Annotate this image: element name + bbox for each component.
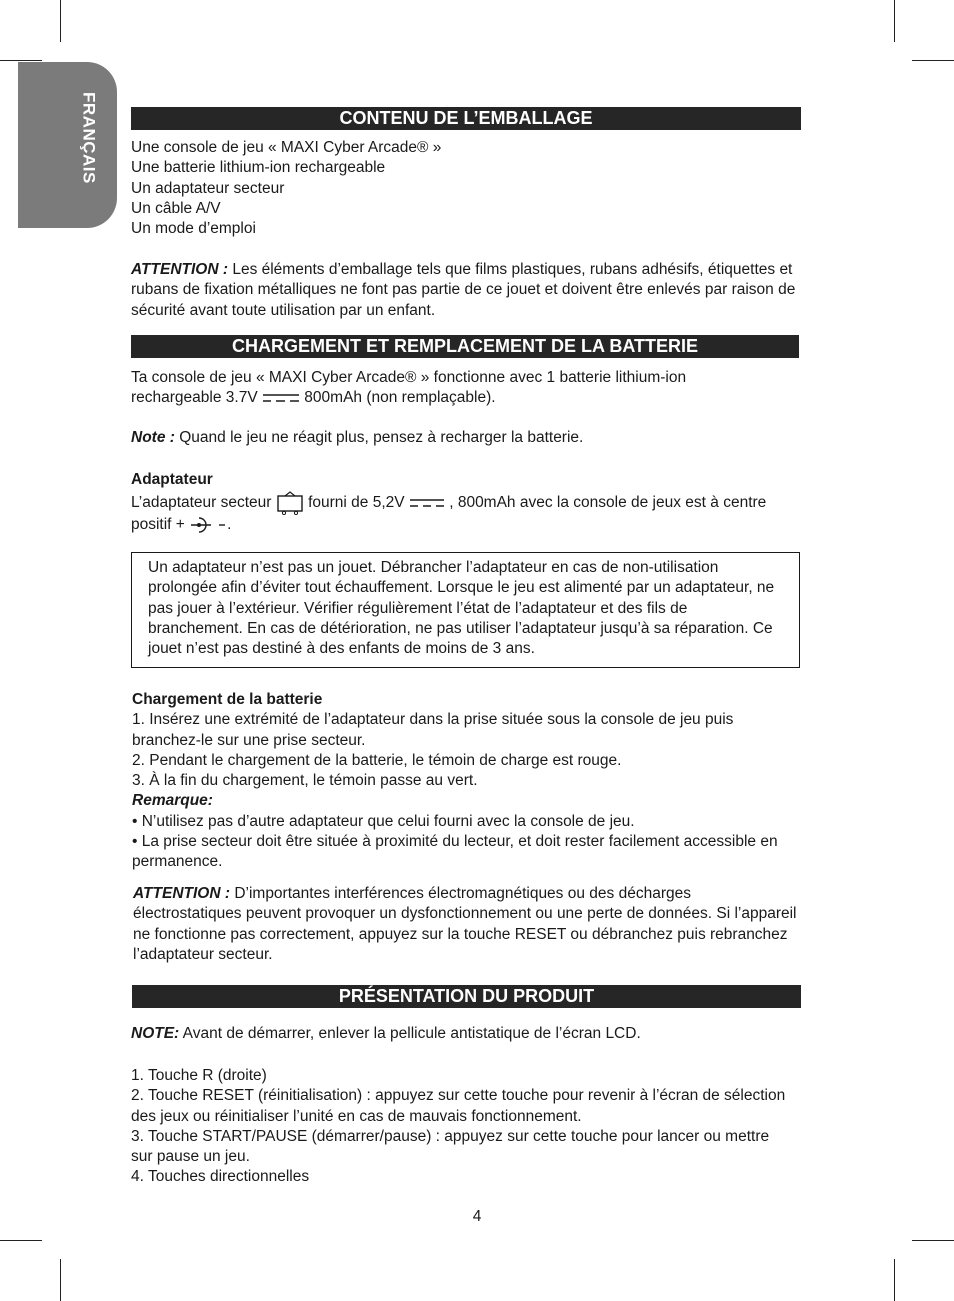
list-item: 2. Touche RESET (réinitialisation) : appuyez sur cette touche pour revenir à l’écran de sélection des jeux ou réinitialiser l’unité en cas de mauvais fonctionnement.: [131, 1087, 786, 1125]
dc-symbol-icon: [409, 498, 445, 508]
adapter-text: L’adaptateur secteur: [131, 494, 276, 512]
attention-label: ATTENTION :: [131, 261, 229, 278]
attention-label: ATTENTION :: [133, 885, 231, 902]
list-item: • N’utilisez pas d’autre adaptateur que celui fourni avec la console de jeu.: [132, 812, 635, 830]
battery-intro: [131, 368, 771, 409]
list-item: 2. Pendant le chargement de la batterie, le témoin de charge est rouge.: [132, 751, 622, 769]
battery-note: [131, 428, 811, 448]
dc-symbol-icon: [262, 393, 300, 403]
contents-attention: [131, 260, 811, 321]
crop-mark: [60, 1259, 61, 1301]
note-text: Avant de démarrer, enlever la pellicule antistatique de l’écran LCD.: [179, 1025, 641, 1042]
attention-text: D’importantes interférences électromagnétiques ou des décharges électrostatiques peuvent provoquer un dysfonctionnement ou une perte de données. Si l’appareil ne fonctionne pas correctement, appuyez sur la touche RESET ou débranchez puis rebranchez l’adaptateur secteur.: [133, 885, 797, 963]
adapter-warning-text: Un adaptateur n’est pas un jouet. Débrancher l’adaptateur en cas de non-utilisation prolongée afin d’éviter tout échauffement. Lorsque le jeu est alimenté par un adaptateur, ne pas jouer à l’extérieur. Vérifier régulièrement l’état de l’adaptateur et des fils de branchement. En cas de détérioration, ne pas utiliser l’adaptateur jusqu’à sa réparation. Ce jouet n’est pas destiné à des enfants de moins de 3 ans.: [148, 559, 775, 658]
adapter-paragraph: [131, 491, 791, 535]
adapter-text: .: [227, 516, 232, 533]
remark-label: Remarque:: [132, 792, 213, 810]
adapter-heading: [131, 470, 811, 490]
charging-heading: Chargement de la batterie: [132, 691, 323, 708]
section-title-contents: CONTENU DE L’EMBALLAGE: [131, 107, 801, 130]
list-item: Un câble A/V: [131, 199, 221, 217]
crop-mark: [894, 0, 895, 42]
list-item: • La prise secteur doit être située à proximité du lecteur, et doit rester facilement accessible en permanence.: [132, 833, 778, 871]
crop-mark: [894, 1259, 895, 1301]
list-item: 3. Touche START/PAUSE (démarrer/pause) : appuyez sur cette touche pour lancer ou mettre sur pause un jeu.: [131, 1127, 770, 1166]
section-title-battery: CHARGEMENT ET REMPLACEMENT DE LA BATTERIE: [131, 335, 799, 358]
attention-text: Les éléments d’emballage tels que films plastiques, rubans adhésifs, étiquettes et rubans de fixation métalliques ne font pas partie de ce jouet et doivent être enlevés par raison de sécurité avant toute utilisation par un enfant.: [131, 261, 796, 319]
crop-mark: [60, 0, 61, 42]
transformer-icon: [276, 491, 304, 515]
battery-intro-text: Ta console de jeu « MAXI Cyber Arcade® » fonctionne avec 1 batterie lithium-ion rechargeable 3.7V: [131, 369, 687, 407]
list-item: 3. À la fin du chargement, le témoin passe au vert.: [132, 772, 478, 790]
list-item: 4. Touches directionnelles: [131, 1168, 310, 1186]
list-item: 1. Touche R (droite): [131, 1067, 267, 1084]
list-item: 1. Insérez une extrémité de l’adaptateur dans la prise située sous la console de jeu puis branchez-le sur une prise secteur.: [132, 711, 734, 749]
center-positive-polarity-icon: [189, 516, 227, 534]
charging-section: [132, 690, 800, 873]
crop-mark: [0, 1240, 42, 1241]
crop-mark: [0, 60, 42, 61]
contents-list: [131, 138, 811, 239]
crop-mark: [912, 60, 954, 61]
list-item: Une console de jeu « MAXI Cyber Arcade® »: [131, 139, 442, 156]
product-items: [131, 1066, 791, 1188]
language-tab: [18, 62, 117, 228]
adapter-text: fourni de 5,2V: [303, 494, 409, 512]
adapter-warning-box: [131, 552, 800, 668]
list-item: Une batterie lithium-ion rechargeable: [131, 159, 386, 177]
page-number: 4: [472, 1208, 482, 1225]
note-text: Quand le jeu ne réagit plus, pensez à recharger la batterie.: [174, 429, 584, 446]
adapter-text: , 800mAh avec la console de jeux est à centre positif +: [131, 494, 767, 533]
adapter-heading-text: Adaptateur: [131, 471, 213, 488]
battery-intro-text: 800mAh (non remplaçable).: [299, 389, 496, 407]
note-label: Note :: [131, 429, 175, 446]
battery-attention: [133, 884, 801, 965]
section-title-product: PRÉSENTATION DU PRODUIT: [132, 985, 801, 1008]
language-tab-label: FRANÇAIS: [79, 92, 99, 184]
product-note: [131, 1024, 811, 1044]
crop-mark: [912, 1240, 954, 1241]
list-item: Un mode d’emploi: [131, 220, 256, 238]
note-label: NOTE:: [131, 1025, 180, 1042]
list-item: Un adaptateur secteur: [131, 179, 285, 197]
